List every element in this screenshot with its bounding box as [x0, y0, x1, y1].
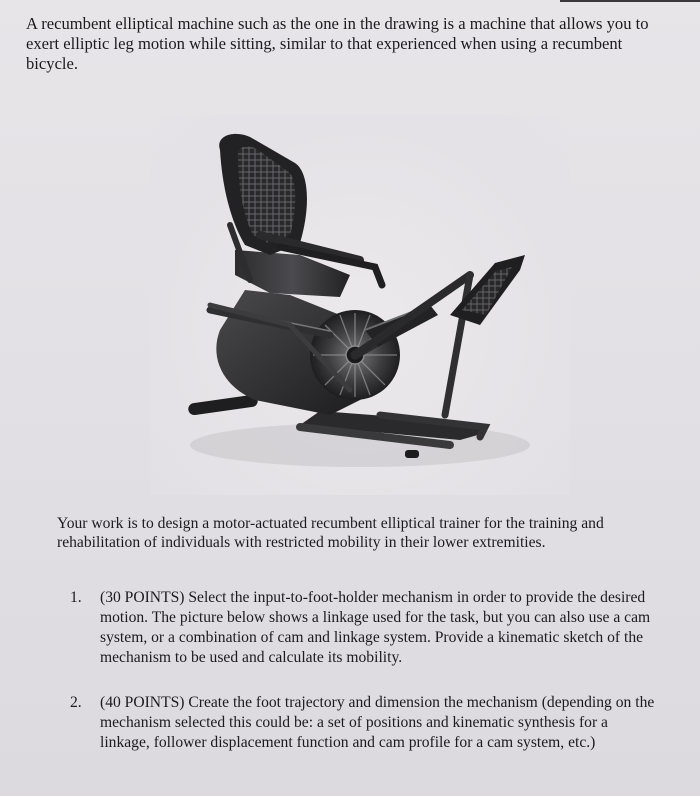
right-pedal-strut [445, 275, 470, 415]
front-foot [405, 450, 419, 458]
question-text: (30 POINTS) Select the input-to-foot-holder mechanism in order to provide the desired motion. The picture below shows a linkage used for the task, but you can also use a cam system, or a combination of cam and linkage system. Provide a kinematic sketch of the mechanism to be used and calculate its mobility. [100, 589, 651, 666]
question-text: (40 POINTS) Create the foot trajectory and dimension the mechanism (depending on the mechanism selected this could be: a set of positions and kinematic synthesis for a linkage, follower displacement function and cam profile for a cam system, etc.) [100, 694, 655, 751]
question-list [70, 588, 660, 753]
intro-paragraph: A recumbent elliptical machine such as the one in the drawing is a machine that allows you to exert elliptic leg motion while sitting, similar to that experienced when using a recumbent bicycle. [26, 14, 649, 73]
top-rule [560, 0, 700, 2]
recumbent-elliptical-machine-illustration [150, 115, 570, 495]
question-number: 1. [70, 589, 82, 606]
rear-stabilizer [188, 394, 259, 416]
machine-figure [150, 115, 570, 495]
question-item [70, 588, 660, 668]
question-number: 2. [70, 694, 82, 711]
question-item [70, 693, 660, 753]
task-paragraph: Your work is to design a motor-actuated recumbent elliptical trainer for the training and rehabilitation of individuals with restricted mobility in their lower extremities. [57, 515, 604, 551]
